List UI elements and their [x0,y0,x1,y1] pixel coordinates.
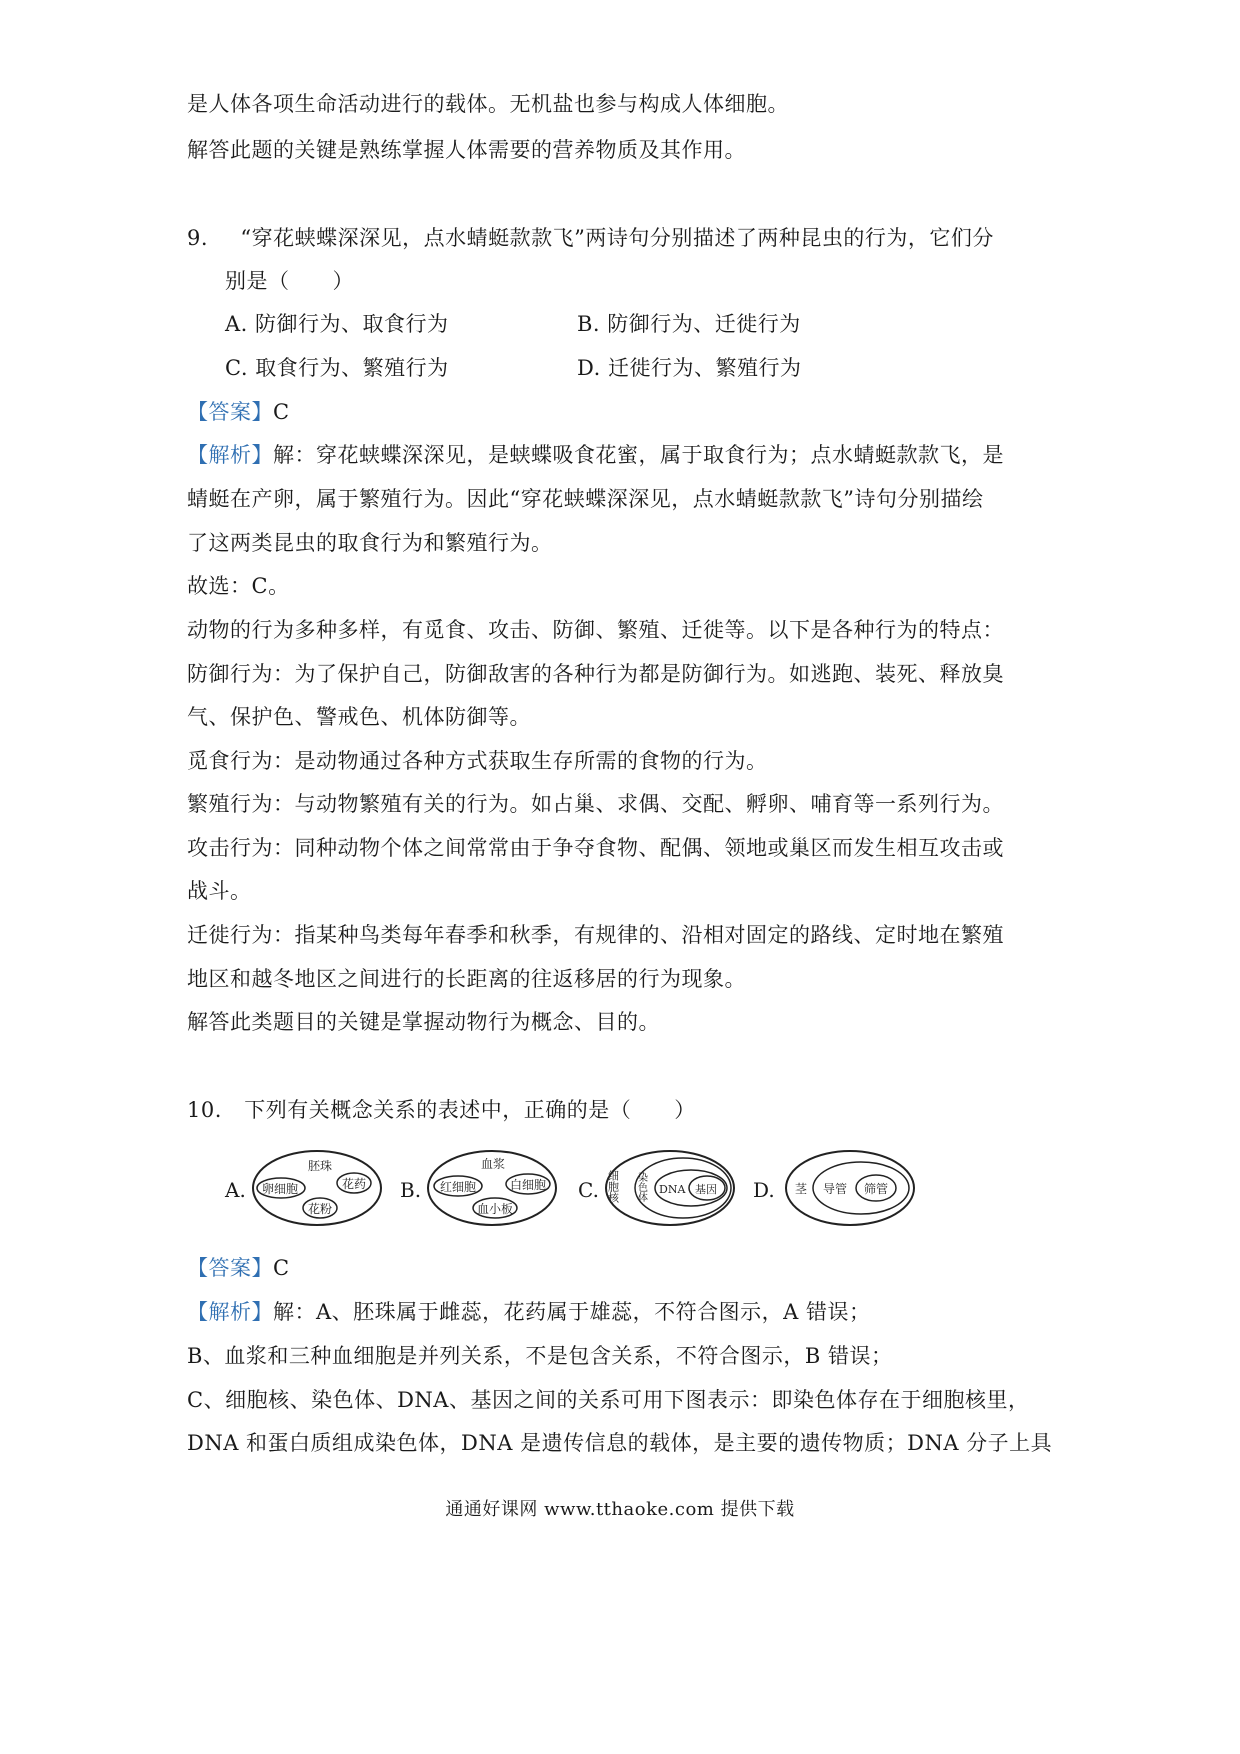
analysis-line: 迁徙行为：指某种鸟类每年春季和秋季，有规律的、沿相对固定的路线、定时地在繁殖 [187,923,1004,947]
svg-text:白细胞: 白细胞 [510,1178,547,1192]
option-c: C. 取食行为、繁殖行为 [225,356,449,380]
analysis-line: 【解析】解：A、胚珠属于雌蕊，花药属于雄蕊，不符合图示，A 错误； [187,1300,871,1324]
analysis-line: 防御行为：为了保护自己，防御敌害的各种行为都是防御行为。如逃跑、装死、释放臭 [187,662,1004,686]
diagram-label-c: C. [578,1178,599,1202]
page-footer: 通通好课网 www.tthaoke.com 提供下载 [445,1499,795,1520]
analysis-line: 繁殖行为：与动物繁殖有关的行为。如占巢、求偶、交配、孵卵、哺育等一系列行为。 [187,792,1004,816]
diagram-c-ring1-label: 细胞核 [606,1170,620,1203]
diagram-c-ring4-label: 基因 [695,1183,717,1196]
analysis-line: 了这两类昆虫的取食行为和繁殖行为。 [187,531,553,555]
analysis-tag: 【解析】 [187,1300,273,1324]
question-number: 10. [187,1098,222,1122]
diagram-b [425,1148,560,1228]
analysis-line: 气、保护色、警戒色、机体防御等。 [187,705,531,729]
answer-tag: 【答案】 [187,1256,273,1280]
analysis-line: 觅食行为：是动物通过各种方式获取生存所需的食物的行为。 [187,749,768,773]
question-number: 9. [187,226,209,250]
question-9-stem: 9. “穿花蛱蝶深深见，点水蜻蜓款款飞”两诗句分别描述了两种昆虫的行为，它们分 [187,226,994,250]
svg-text:花药: 花药 [342,1177,367,1191]
svg-text:花粉: 花粉 [308,1202,333,1216]
diagram-c-ring2-label: 染色体 [635,1172,647,1202]
analysis-line: 地区和越冬地区之间进行的长距离的往返移居的行为现象。 [187,967,746,991]
analysis-line: 攻击行为：同种动物个体之间常常由于争夺食物、配偶、领地或巢区而发生相互攻击或 [187,836,1004,860]
svg-text:筛管: 筛管 [864,1182,889,1196]
answer-value: C [273,400,290,424]
answer-line [187,398,290,426]
diagram-label-d: D. [753,1178,775,1202]
answer-line [187,1254,290,1282]
question-10-stem: 10. 下列有关概念关系的表述中，正确的是（ ） [187,1098,696,1122]
analysis-line: 动物的行为多种多样，有觅食、攻击、防御、繁殖、迁徙等。以下是各种行为的特点： [187,618,1004,642]
diagram-label-b: B. [400,1178,422,1202]
analysis-line: 【解析】解：穿花蛱蝶深深见，是蛱蝶吸食花蜜，属于取食行为；点水蜻蜓款款飞，是 [187,443,1004,467]
svg-text:导管: 导管 [823,1182,848,1196]
text-line: 是人体各项生命活动进行的载体。无机盐也参与构成人体细胞。 [187,92,789,116]
diagram-b-outer-label: 血浆 [481,1157,506,1171]
svg-text:卵细胞: 卵细胞 [262,1182,299,1196]
diagram-label-a: A. [225,1178,246,1202]
answer-value: C [273,1256,290,1280]
diagram-d-outer-label: 茎 [795,1182,808,1196]
diagram-d [783,1148,918,1228]
svg-text:血小板: 血小板 [477,1202,514,1216]
analysis-line: B、血浆和三种血细胞是并列关系，不是包含关系，不符合图示，B 错误； [187,1344,893,1368]
analysis-line: 蜻蜓在产卵，属于繁殖行为。因此“穿花蛱蝶深深见，点水蜻蜓款款飞”诗句分别描绘 [187,487,984,511]
analysis-line: 解答此类题目的关键是掌握动物行为概念、目的。 [187,1010,660,1034]
analysis-tag: 【解析】 [187,443,273,467]
text-line: 解答此题的关键是熟练掌握人体需要的营养物质及其作用。 [187,138,746,162]
diagram-c [603,1148,738,1228]
analysis-line: C、细胞核、染色体、DNA、基因之间的关系可用下图表示：即染色体存在于细胞核里， [187,1388,1030,1412]
diagram-a [250,1148,385,1228]
analysis-line: 战斗。 [187,879,252,903]
analysis-line: DNA 和蛋白质组成染色体，DNA 是遗传信息的载体，是主要的遗传物质；DNA 分子上具 [187,1431,1053,1455]
option-b: B. 防御行为、迁徙行为 [577,312,801,336]
diagram-c-ring3-label: DNA [659,1183,686,1196]
option-d: D. 迁徙行为、繁殖行为 [577,356,802,380]
svg-text:红细胞: 红细胞 [440,1180,477,1194]
option-a: A. 防御行为、取食行为 [225,312,449,336]
question-9-stem-cont: 别是（ ） [225,269,354,293]
answer-tag: 【答案】 [187,400,273,424]
diagram-a-outer-label: 胚珠 [308,1159,333,1173]
analysis-line: 故选：C。 [187,574,290,598]
